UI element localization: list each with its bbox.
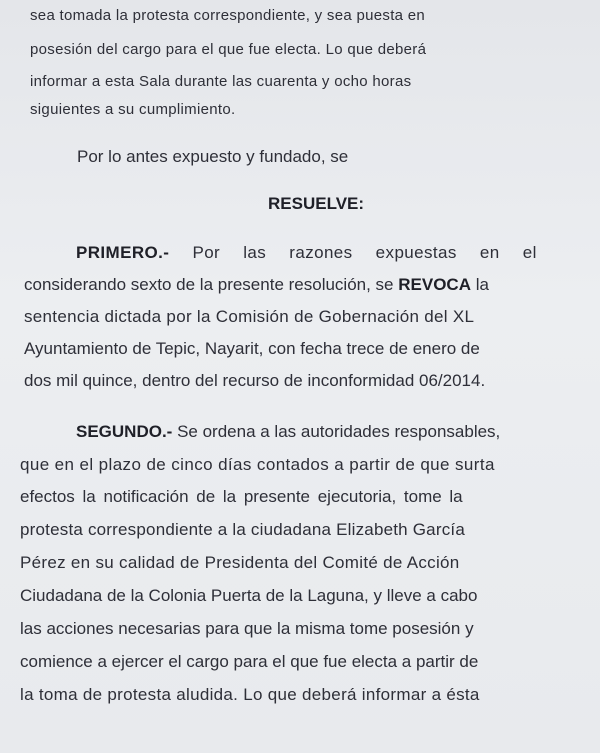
top-paragraph-line-1: sea tomada la protesta correspondiente, y sea puesta en xyxy=(30,7,426,24)
segundo-line-9: la toma de protesta aludida. Lo que deberá informar a ésta xyxy=(20,685,480,704)
segundo-line-7: las acciones necesarias para que la misma tome posesión y xyxy=(20,619,474,638)
segundo-label: SEGUNDO.- xyxy=(76,422,173,441)
primero-line-2-pre: considerando sexto de la presente resolución, se xyxy=(24,275,399,294)
segundo-line-6: Ciudadana de la Colonia Puerta de la Laguna, y lleve a cabo xyxy=(20,586,478,605)
segundo-line-5: Pérez en su calidad de Presidenta del Comité de Acción xyxy=(20,553,460,572)
intro-text: Por lo antes expuesto y fundado, se xyxy=(77,147,349,166)
segundo-line-1-text: Se ordena a las autoridades responsables, xyxy=(172,422,501,441)
segundo-line-4: protesta correspondiente a la ciudadana Elizabeth García xyxy=(20,520,465,539)
primero-line-2 xyxy=(24,275,489,295)
primero-line-2-post: la xyxy=(470,275,489,294)
primero-label: PRIMERO.- xyxy=(76,243,170,262)
segundo-line-2: que en el plazo de cinco días contados a partir de que surta xyxy=(20,455,495,474)
primero-line-3: sentencia dictada por la Comisión de Gobernación del XL xyxy=(24,307,475,326)
primero-line-5: dos mil quince, dentro del recurso de inconformidad 06/2014. xyxy=(24,371,486,390)
top-paragraph-line-2: posesión del cargo para el que fue electa. Lo que deberá xyxy=(30,41,427,58)
top-paragraph-line-3: informar a esta Sala durante las cuarenta y ocho horas xyxy=(30,73,412,90)
resolve-heading: RESUELVE: xyxy=(268,194,365,213)
segundo-line-3: efectos la notificación de la presente ejecutoria, tome la xyxy=(20,487,463,506)
segundo-line-8: comience a ejercer el cargo para el que fue electa a partir de xyxy=(20,652,479,671)
primero-line-1-text: Por las razones expuestas en el xyxy=(169,243,537,262)
revoca-keyword: REVOCA xyxy=(398,275,471,294)
primero-line-4: Ayuntamiento de Tepic, Nayarit, con fecha trece de enero de xyxy=(24,339,480,358)
primero-line-1 xyxy=(76,243,537,263)
top-paragraph-line-4: siguientes a su cumplimiento. xyxy=(30,101,236,118)
segundo-line-1 xyxy=(76,422,500,442)
